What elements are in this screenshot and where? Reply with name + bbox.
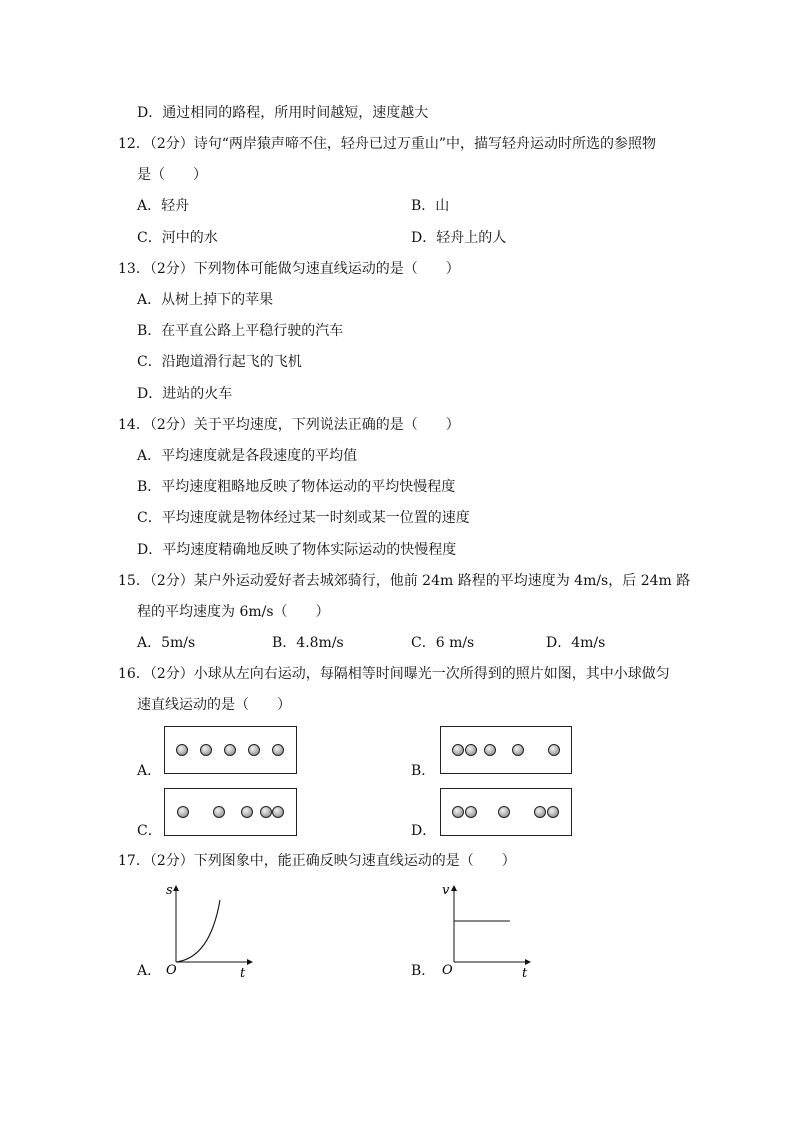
- q12-option-c: C．河中的水: [137, 230, 218, 246]
- q13-stem: 13．（2分）下列物体可能做匀速直线运动的是（ ）: [118, 261, 460, 277]
- ball: [260, 806, 272, 818]
- q15-stem-line1: 15．（2分）某户外运动爱好者去城郊骑行，他前 24m 路程的平均速度为 4m/s，后 24m 路: [118, 573, 691, 589]
- q14-option-a: A．平均速度就是各段速度的平均值: [137, 448, 358, 464]
- q16-option-d-label: D．: [411, 823, 437, 839]
- q15-option-c: C．6 m/s: [411, 635, 475, 651]
- q14-option-d: D．平均速度精确地反映了物体实际运动的快慢程度: [137, 542, 457, 558]
- ball: [224, 744, 236, 756]
- ball: [465, 806, 477, 818]
- q17-option-b-label: B．: [411, 963, 436, 979]
- q17-stem: 17．（2分）下列图象中，能正确反映匀速直线运动的是（ ）: [118, 853, 516, 869]
- x-axis-label: t: [240, 966, 246, 980]
- q15-option-d: D．4m/s: [546, 635, 606, 651]
- ball: [272, 806, 284, 818]
- q12-option-a: A．轻舟: [137, 198, 190, 214]
- ball: [213, 806, 225, 818]
- ball: [272, 744, 284, 756]
- q14-stem: 14．（2分）关于平均速度，下列说法正确的是（ ）: [118, 417, 460, 433]
- q12-option-b: B．山: [411, 198, 450, 214]
- q16-photo-b: [440, 726, 572, 774]
- ball: [452, 806, 464, 818]
- q16-stem-line1: 16．（2分）小球从左向右运动，每隔相等时间曝光一次所得到的照片如图，其中小球做匀: [118, 666, 670, 682]
- q14-option-c: C．平均速度就是物体经过某一时刻或某一位置的速度: [137, 510, 470, 526]
- ball: [200, 744, 212, 756]
- ball: [248, 744, 260, 756]
- q13-option-b: B．在平直公路上平稳行驶的汽车: [137, 323, 344, 339]
- q12-option-d: D．轻舟上的人: [411, 230, 507, 246]
- origin-label: O: [166, 963, 177, 978]
- q13-option-a: A．从树上掉下的苹果: [137, 292, 274, 308]
- ball: [177, 806, 189, 818]
- q17-graph-b: [438, 880, 538, 980]
- ball: [512, 744, 524, 756]
- ball: [241, 806, 253, 818]
- q16-option-b-label: B．: [411, 763, 436, 779]
- q16-stem-line2: 速直线运动的是（ ）: [137, 697, 291, 713]
- ball: [547, 806, 559, 818]
- q16-photo-c: [164, 788, 297, 836]
- q14-option-b: B．平均速度粗略地反映了物体运动的平均快慢程度: [137, 479, 456, 495]
- q17-option-a-label: A．: [137, 963, 162, 979]
- q15-stem-line2: 程的平均速度为 6m/s（ ）: [137, 604, 330, 620]
- q15-option-b: B．4.8m/s: [272, 635, 344, 651]
- ball: [176, 744, 188, 756]
- q15-option-a: A．5m/s: [137, 635, 196, 651]
- q16-option-c-label: C．: [137, 823, 162, 839]
- origin-label: O: [442, 963, 453, 978]
- q12-stem-line1: 12．（2分）诗句“两岸猿声啼不住，轻舟已过万重山”中，描写轻舟运动时所选的参照物: [118, 136, 657, 152]
- ball: [452, 744, 464, 756]
- ball: [498, 806, 510, 818]
- q17-graph-a: [160, 880, 260, 980]
- q16-photo-a: [164, 726, 297, 774]
- q13-option-c: C．沿跑道滑行起飞的飞机: [137, 354, 302, 370]
- q11-option-d: D．通过相同的路程，所用时间越短，速度越大: [137, 105, 429, 121]
- q12-stem-line2: 是（ ）: [137, 167, 207, 183]
- q13-option-d: D．进站的火车: [137, 386, 233, 402]
- s-t-curve: [176, 900, 220, 962]
- ball: [484, 744, 496, 756]
- q16-option-a-label: A．: [137, 763, 162, 779]
- y-axis-label: v: [442, 883, 450, 898]
- y-axis-label: s: [166, 883, 173, 898]
- ball: [465, 744, 477, 756]
- ball: [534, 806, 546, 818]
- q16-photo-d: [440, 788, 572, 836]
- x-axis-label: t: [522, 966, 528, 980]
- ball: [548, 744, 560, 756]
